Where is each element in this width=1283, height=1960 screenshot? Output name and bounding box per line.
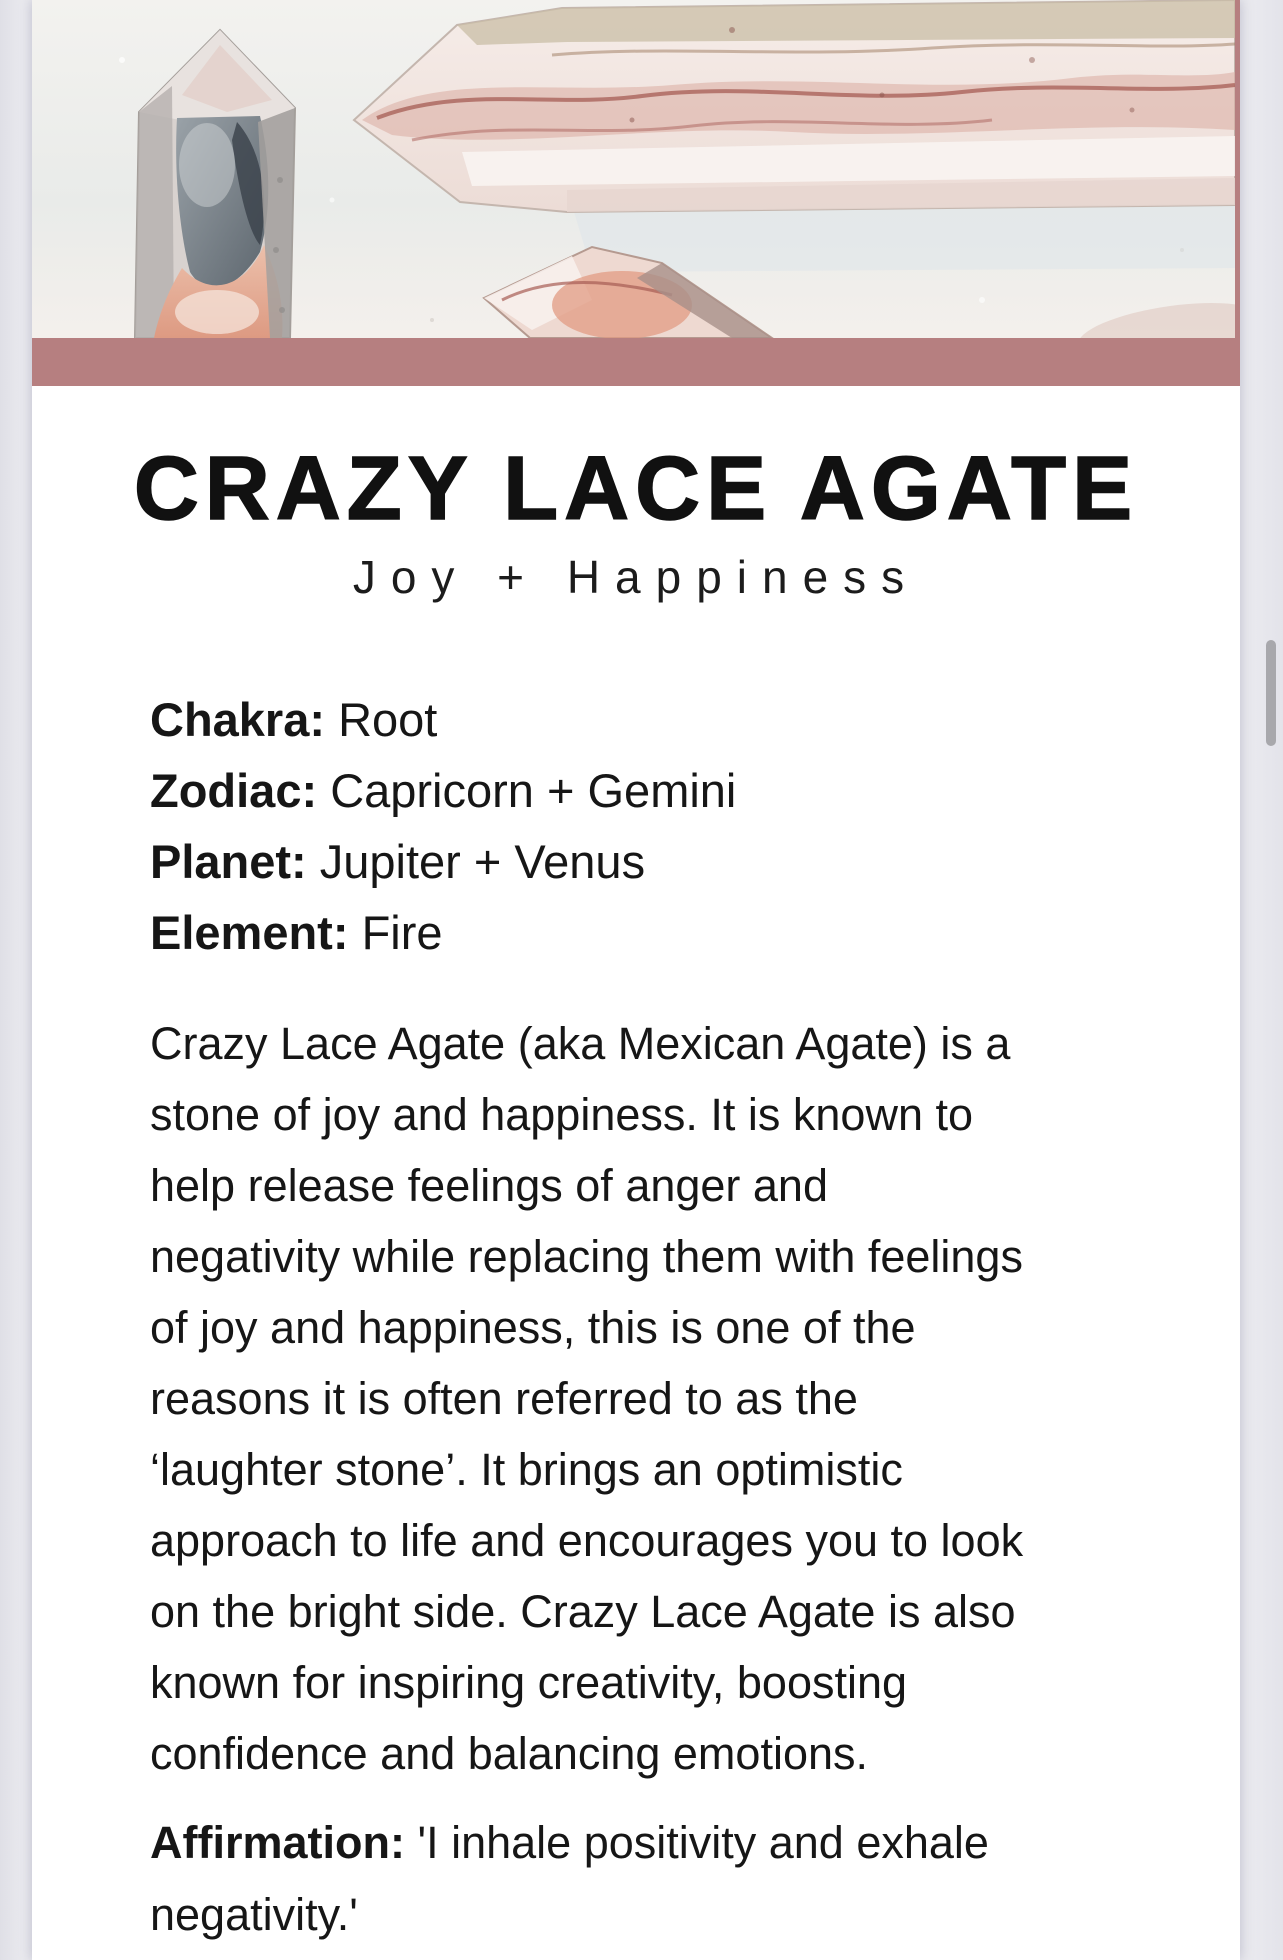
property-label: Planet: (150, 835, 307, 888)
property-label: Zodiac: (150, 764, 318, 817)
accent-bar (32, 338, 1240, 386)
description-paragraph (150, 1008, 1200, 1789)
hero-photo (32, 0, 1240, 338)
property-row-zodiac (150, 755, 1200, 826)
page-title: CRAZY LACE AGATE (133, 439, 1139, 539)
page-subtitle: Joy + Happiness (352, 551, 920, 603)
affirmation-line: negativity.' (150, 1889, 358, 1940)
property-label: Element: (150, 906, 349, 959)
description-line: of joy and happiness, this is one of the (150, 1302, 916, 1353)
affirmation-line (150, 1807, 1200, 1879)
description-line: known for inspiring creativity, boosting (150, 1657, 908, 1708)
affirmation-text: 'I inhale positivity and exhale (417, 1817, 989, 1868)
content-area (32, 684, 1240, 1951)
property-value: Fire (361, 906, 443, 959)
property-row-chakra (150, 684, 1200, 755)
scrollbar-thumb[interactable] (1266, 640, 1276, 746)
property-row-planet (150, 826, 1200, 897)
property-value: Root (338, 693, 438, 746)
property-value: Jupiter + Venus (319, 835, 646, 888)
description-line: negativity while replacing them with feelings (150, 1231, 1023, 1282)
affirmation-label: Affirmation: (150, 1817, 405, 1868)
property-value: Capricorn + Gemini (330, 764, 737, 817)
affirmation-paragraph (150, 1807, 1200, 1951)
property-label: Chakra: (150, 693, 326, 746)
description-line: ‘laughter stone’. It brings an optimistic (150, 1444, 903, 1495)
description-line: on the bright side. Crazy Lace Agate is also (150, 1586, 1016, 1637)
description-line: approach to life and encourages you to look (150, 1515, 1024, 1566)
page-card (32, 0, 1240, 1960)
property-row-element (150, 897, 1200, 968)
description-line: Crazy Lace Agate (aka Mexican Agate) is a (150, 1018, 1011, 1069)
description-line: confidence and balancing emotions. (150, 1728, 869, 1779)
properties-list (150, 684, 1200, 968)
description-line: stone of joy and happiness. It is known to (150, 1089, 974, 1140)
description-line: reasons it is often referred to as the (150, 1373, 858, 1424)
description-line: help release feelings of anger and (150, 1160, 828, 1211)
crystal-photo-illustration (32, 0, 1235, 338)
